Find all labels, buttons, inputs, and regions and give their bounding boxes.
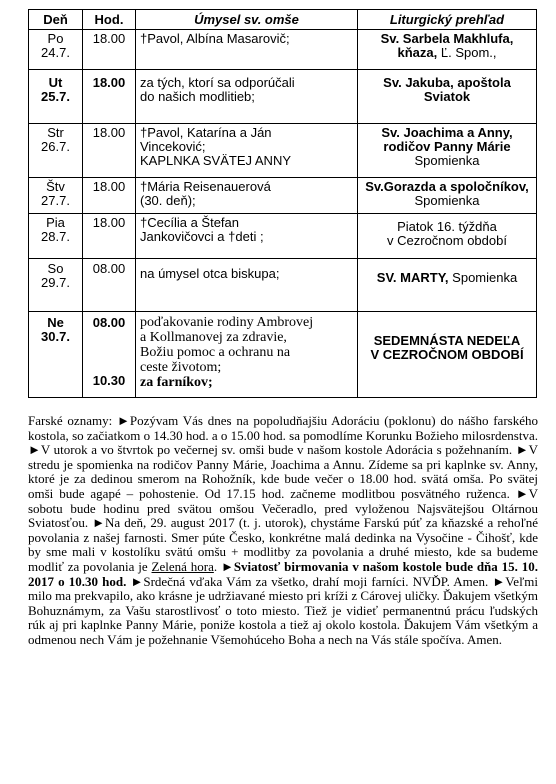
liturgy-cell bbox=[358, 124, 537, 178]
liturgy-cell bbox=[358, 259, 537, 312]
hour-cell bbox=[83, 214, 136, 259]
day-cell bbox=[29, 312, 83, 398]
hour-value: 10.30 bbox=[92, 373, 126, 388]
table-row bbox=[29, 259, 537, 312]
day-date: 25.7. bbox=[41, 89, 70, 104]
mass-line: †Pavol, Katarína a Ján bbox=[140, 125, 272, 140]
liturgy-bold-line: Sv. Sarbela Makhlufa, bbox=[380, 31, 514, 46]
liturgy-rank: Spomienka bbox=[452, 270, 518, 285]
liturgy-rank: Spomienka bbox=[414, 153, 480, 168]
day-name: Pia bbox=[46, 215, 65, 230]
liturgy-cell bbox=[358, 178, 537, 214]
mass-cell bbox=[136, 124, 358, 178]
hour-cell bbox=[83, 178, 136, 214]
hour-value: 08.00 bbox=[92, 315, 126, 330]
liturgy-cell bbox=[358, 70, 537, 124]
table-row bbox=[29, 30, 537, 70]
liturgy-cell bbox=[358, 30, 537, 70]
hour-cell bbox=[83, 124, 136, 178]
mass-line-bold: za farníkov; bbox=[140, 375, 213, 390]
day-date: 28.7. bbox=[41, 229, 70, 244]
mass-line: †Mária Reisenauerová bbox=[140, 179, 271, 194]
table-row bbox=[29, 312, 537, 398]
header-hour: Hod. bbox=[83, 10, 136, 30]
mass-line: (30. deň); bbox=[140, 193, 196, 208]
mass-line: za tých, ktorí sa odporúčali bbox=[140, 75, 295, 90]
hour-value: 18.00 bbox=[92, 215, 126, 230]
day-name: Ne bbox=[47, 315, 64, 330]
parish-announcements bbox=[28, 414, 538, 648]
mass-line: KAPLNKA SVÄTEJ ANNY bbox=[140, 153, 292, 168]
liturgy-bold-line: Sv. Jakuba, apoštola bbox=[383, 75, 511, 90]
liturgy-bold-line: Sv.Gorazda a spoločníkov, bbox=[365, 179, 529, 194]
liturgy-bold-line: kňaza, bbox=[397, 45, 438, 60]
liturgy-bold-line: SEDEMNÁSTA NEDEĽA bbox=[373, 333, 521, 348]
header-day: Deň bbox=[29, 10, 83, 30]
mass-cell bbox=[136, 178, 358, 214]
mass-line: ceste životom; bbox=[140, 360, 222, 375]
liturgy-rank: Ľ. Spom., bbox=[440, 45, 497, 60]
mass-schedule-table bbox=[28, 9, 537, 398]
mass-cell bbox=[136, 312, 358, 398]
liturgy-cell bbox=[358, 214, 537, 259]
day-date: 26.7. bbox=[41, 139, 70, 154]
mass-cell bbox=[136, 30, 358, 70]
liturgy-bold-line: Sviatok bbox=[423, 89, 471, 104]
day-cell bbox=[29, 178, 83, 214]
mass-cell bbox=[136, 214, 358, 259]
hour-cell bbox=[83, 259, 136, 312]
table-row bbox=[29, 214, 537, 259]
announcements-closing-text: ►Srdečná vďaka Vám za všetko, drahí moji farníci. NVĎP. Amen. ►Veľmi milo ma prekvapilo, ako krásne je udržiavané miesto pri kríži z Cárovej uličky. Ďakujem všetkým Bohuznámym, za Vašu starostlivosť o toto miesto. Tiež je vidieť permanentnú prácu ľudských rúk aj pri kaplnke Panny Márie, poniže kostola a tiež aj okolo kostola. Ďakujem Vám všetkým a odmenou nech Vám je požehnanie Všemohúceho Boha a nech na Vás stále spočíva. Amen. bbox=[28, 573, 538, 647]
announcements-text-punct: . bbox=[213, 558, 221, 574]
hour-value: 18.00 bbox=[92, 75, 126, 90]
day-date: 27.7. bbox=[41, 193, 70, 208]
day-name: So bbox=[47, 261, 64, 276]
day-date: 24.7. bbox=[41, 45, 70, 60]
confirmation-announcement: ►Sviatosť birmovania v našom kostole bude dňa 15. 10. 2017 o 10.30 hod. bbox=[28, 558, 539, 589]
day-name: Str bbox=[47, 125, 64, 140]
table-row bbox=[29, 70, 537, 124]
header-liturgical-overview: Liturgický prehľad bbox=[358, 10, 537, 30]
table-row bbox=[29, 178, 537, 214]
day-cell bbox=[29, 259, 83, 312]
day-cell bbox=[29, 70, 83, 124]
hour-value: 08.00 bbox=[92, 261, 126, 276]
mass-line: Jankovičovci a †deti ; bbox=[140, 229, 264, 244]
liturgy-line: v Cezročnom období bbox=[387, 233, 507, 248]
hour-value: 18.00 bbox=[92, 179, 126, 194]
hour-cell bbox=[83, 312, 136, 398]
mass-line: †Cecília a Štefan bbox=[140, 215, 240, 230]
day-cell bbox=[29, 30, 83, 70]
table-header-row bbox=[29, 10, 537, 30]
mass-line: poďakovanie rodiny Ambrovej bbox=[140, 315, 314, 330]
table-row bbox=[29, 124, 537, 178]
mass-line: †Pavol, Albína Masarovič; bbox=[140, 31, 290, 46]
day-cell bbox=[29, 214, 83, 259]
announcements-underlined-place: Zelená hora bbox=[151, 558, 214, 574]
announcements-text: Farské oznamy: ►Pozývam Vás dnes na popoludňajšiu Adoráciu (poklonu) do nášho farského kostola, so začiatkom o 14.30 hod. a o 15.00 hod. sa pomodlíme Korunku Božieho milosrdenstva. ►V utorok a vo štvrtok po večernej sv. omši bude v našom kostole Adorácia s požehnaním. ►V stredu je spomienka na rodičov Panny Márie, Joachima a Annu. Zídeme sa pri kaplnke sv. Anny, ktoré je za dedinou smerom na Rohožník, kde bude večer o 18.00 hod. svätá omša. Po svätej omši bude agapé – pohostenie. Od 17.15 hod. začneme modlitbou posvätného ruženca. ►V sobotu bude hodinu pred svätou omšou Večeradlo, pred vyloženou Najsvätejšou Oltárnou Sviatosťou. ►Na deň, 29. august 2017 (t. j. utorok), chystáme Farskú púť za kňazské a rehoľné povolania z našej farnosti. Smer púte Česko, konkrétne malá dedinka na Vysočine - Čihošť, kde by sme mali v kostolíku svätú omšu + modlitby za povolania a druhé miesto, kde sa budeme modliť za povolania je bbox=[28, 413, 538, 574]
day-date: 30.7. bbox=[41, 329, 70, 344]
day-name: Štv bbox=[46, 179, 65, 194]
day-date: 29.7. bbox=[41, 275, 70, 290]
mass-line: Božiu pomoc a ochranu na bbox=[140, 345, 291, 360]
mass-cell bbox=[136, 259, 358, 312]
liturgy-line: Piatok 16. týždňa bbox=[397, 219, 497, 234]
header-mass-intention: Úmysel sv. omše bbox=[136, 10, 358, 30]
liturgy-bold-line: rodičov Panny Márie bbox=[383, 139, 511, 154]
day-cell bbox=[29, 124, 83, 178]
liturgy-bold-line: V CEZROČNOM OBDOBÍ bbox=[370, 347, 524, 362]
hour-value: 18.00 bbox=[92, 125, 126, 140]
day-name: Po bbox=[47, 31, 64, 46]
hour-cell bbox=[83, 70, 136, 124]
hour-value: 18.00 bbox=[92, 31, 126, 46]
mass-line: Vinceković; bbox=[140, 139, 206, 154]
liturgy-rank: Spomienka bbox=[414, 193, 480, 208]
liturgy-bold-line: Sv. Joachima a Anny, bbox=[381, 125, 513, 140]
hour-cell bbox=[83, 30, 136, 70]
liturgy-bold-line: SV. MARTY, bbox=[376, 270, 449, 285]
mass-cell bbox=[136, 70, 358, 124]
liturgy-cell bbox=[358, 312, 537, 398]
mass-line: na úmysel otca biskupa; bbox=[140, 266, 280, 281]
mass-line: a Kollmanovej za zdravie, bbox=[140, 330, 287, 345]
day-name: Ut bbox=[48, 75, 63, 90]
mass-line: do našich modlitieb; bbox=[140, 89, 255, 104]
